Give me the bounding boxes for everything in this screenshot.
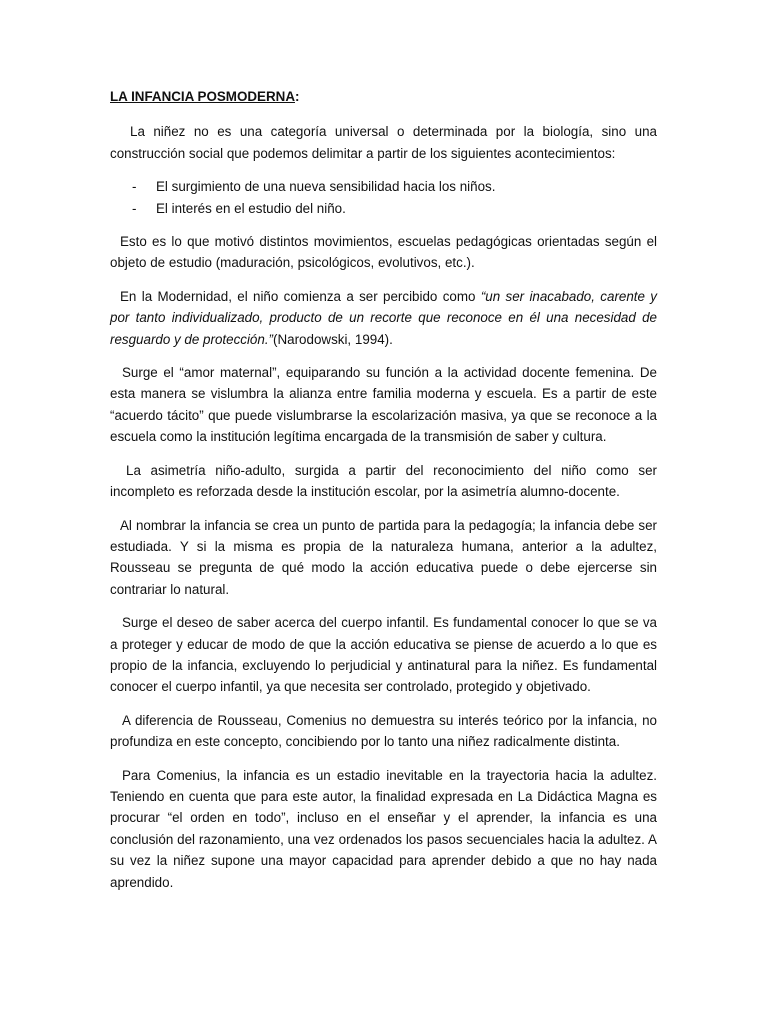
list-item: [110, 176, 657, 197]
paragraph-3-lead: En la Modernidad, el niño comienza a ser percibido como: [120, 288, 481, 304]
paragraph-6: Al nombrar la infancia se crea un punto de partida para la pedagogía; la infancia debe ser estudiada. Y si la misma es propia de la naturaleza humana, anterior a la adultez, Rousseau se pregunta de qué modo la acción educativa puede o debe ejercerse sin contrariar lo natural.: [110, 517, 657, 597]
list-marker: -: [132, 200, 137, 216]
list-item: [110, 198, 657, 219]
paragraph-7: Surge el deseo de saber acerca del cuerpo infantil. Es fundamental conocer lo que se va a proteger y educar de modo de que la acción educativa se piense de acuerdo a lo que es propio de la infancia, excluyendo lo perjudicial y antinatural para la niñez. Es fundamental conocer el cuerpo infantil, ya que necesita ser controlado, protegido y objetivado.: [110, 615, 657, 695]
paragraph-3: [110, 286, 657, 350]
paragraph-2: Esto es lo que motivó distintos movimientos, escuelas pedagógicas orientadas según el objeto de estudio (maduración, psicológicos, evolutivos, etc.).: [110, 234, 657, 271]
title-text: LA INFANCIA POSMODERNA: [110, 89, 295, 104]
document-page: [110, 86, 657, 905]
document-title: [110, 86, 657, 107]
list-item-text: El surgimiento de una nueva sensibilidad hacia los niños.: [156, 179, 496, 195]
list-marker: -: [132, 179, 137, 195]
title-colon: :: [295, 89, 300, 104]
paragraph-3-citation: (Narodowski, 1994).: [273, 331, 393, 347]
list-item-text: El interés en el estudio del niño.: [156, 200, 346, 216]
paragraph-8: A diferencia de Rousseau, Comenius no demuestra su interés teórico por la infancia, no profundiza en este concepto, concibiendo por lo tanto una niñez radicalmente distinta.: [110, 712, 657, 750]
paragraph-9: Para Comenius, la infancia es un estadio inevitable en la trayectoria hacia la adultez. Teniendo en cuenta que para este autor, la finalidad expresada en La Didáctica Magna es procurar “el orden en todo”, incluso en el enseñar y el aprender, la infancia es una conclusión del razonamiento, una vez ordenados los pasos secuenciales hacia la adultez. A su vez la niñez supone una mayor capacidad para aprender debido a que no hay nada aprendido.: [110, 767, 657, 890]
paragraph-1: La niñez no es una categoría universal o determinada por la biología, sino una construcción social que podemos delimitar a partir de los siguientes acontecimientos:: [110, 124, 657, 161]
paragraph-5: La asimetría niño-adulto, surgida a partir del reconocimiento del niño como ser incompleto es reforzada desde la institución escolar, por la asimetría alumno-docente.: [110, 462, 657, 500]
paragraph-4: Surge el “amor maternal”, equiparando su función a la actividad docente femenina. De esta manera se vislumbra la alianza entre familia moderna y escuela. Es a partir de este “acuerdo tácito” que puede vislumbrarse la escolarización masiva, ya que se reconoce a la escuela como la institución legítima encargada de la transmisión de saber y cultura.: [110, 365, 657, 445]
paragraph-3-quote: “un ser inacabado, carente y por tanto individualizado, producto de un recorte que reconoce en él una necesidad de resguardo y de protección.”: [110, 288, 657, 347]
bullet-list: [110, 176, 657, 219]
